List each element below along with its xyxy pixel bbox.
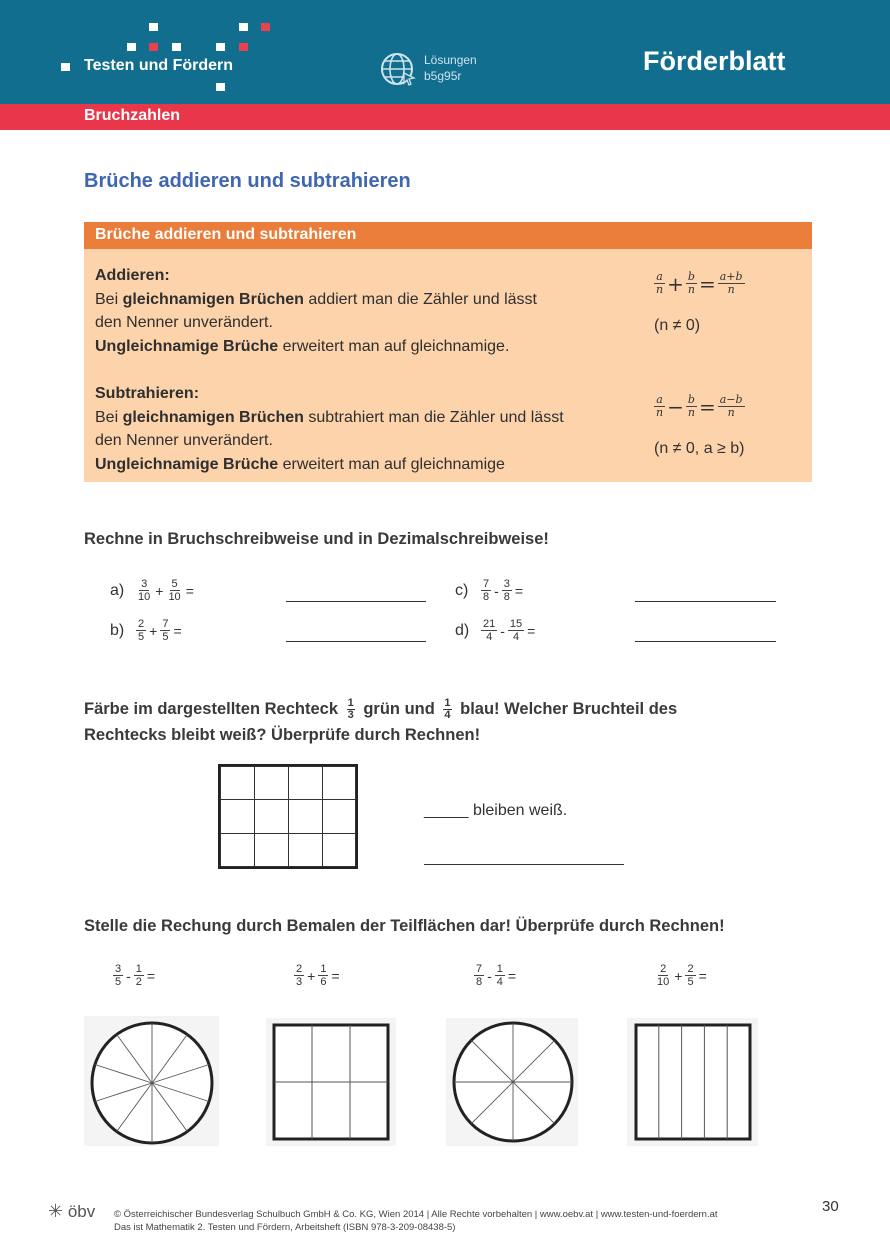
addition-line-1: Bei gleichnamigen Brüchen addiert man die Zähler und lässt bbox=[95, 290, 537, 308]
publisher-logo: ✳ öbv bbox=[48, 1201, 96, 1221]
grid-cell[interactable] bbox=[254, 799, 289, 834]
subtraction-rule bbox=[95, 382, 640, 476]
rectangle-grid[interactable] bbox=[218, 764, 358, 869]
grid-cell[interactable] bbox=[288, 799, 323, 834]
logo-square bbox=[61, 63, 70, 71]
answer-blank[interactable]: _____ bbox=[424, 802, 469, 819]
exercise-b: b) $\frac{2}{5}$ + $\frac{7}{5}$ = bbox=[110, 618, 182, 643]
logo-square bbox=[216, 43, 225, 51]
page-title: Brüche addieren und subtrahieren bbox=[84, 170, 411, 192]
answer-line-a[interactable] bbox=[286, 601, 426, 602]
calculation-line[interactable] bbox=[424, 864, 624, 865]
addition-formula: $\frac{a}{n}$ + $\frac{b}{n}$ = $\frac{a+b}{n}$ bbox=[656, 270, 743, 296]
subtraction-line-1: Bei gleichnamigen Brüchen subtrahiert man die Zähler und lässt bbox=[95, 408, 564, 426]
globe-link-icon[interactable] bbox=[380, 51, 416, 87]
addition-rule bbox=[95, 264, 640, 358]
grid-cell[interactable] bbox=[322, 766, 356, 800]
subtraction-line-2: den Nenner unverändert. bbox=[95, 432, 273, 449]
header-bar bbox=[0, 0, 890, 104]
exercise-circle-2: $\frac{7}{8}$ - $\frac{1}{4}$ = bbox=[476, 963, 517, 988]
grid-cell[interactable] bbox=[254, 766, 289, 800]
grid-cell[interactable] bbox=[254, 833, 289, 867]
answer-line-c[interactable] bbox=[635, 601, 776, 602]
sheet-title: Förderblatt bbox=[643, 46, 786, 76]
exercise-a: a) $\frac{3}{10}$ + $\frac{5}{10}$ = bbox=[110, 578, 194, 603]
subtraction-heading: Subtrahieren: bbox=[95, 385, 200, 402]
subtraction-condition: (n ≠ 0, a ≥ b) bbox=[654, 440, 745, 457]
grid-cell[interactable] bbox=[322, 833, 356, 867]
circle-10-parts[interactable] bbox=[89, 1020, 215, 1146]
square-6-parts[interactable] bbox=[272, 1023, 390, 1141]
grid-cell[interactable] bbox=[288, 766, 323, 800]
answer-line-d[interactable] bbox=[635, 641, 776, 642]
logo-square bbox=[172, 43, 181, 51]
logo-square bbox=[239, 43, 248, 51]
page-number: 30 bbox=[822, 1198, 839, 1215]
exercise-circle-1: $\frac{3}{5}$ - $\frac{1}{2}$ = bbox=[115, 963, 156, 988]
addition-line-3: Ungleichnamige Brüche erweitert man auf gleichnamige. bbox=[95, 337, 510, 355]
grid-cell[interactable] bbox=[220, 799, 255, 834]
answer-line-b[interactable] bbox=[286, 641, 426, 642]
addition-line-2: den Nenner unverändert. bbox=[95, 314, 273, 331]
solutions-code: b5g95r bbox=[424, 69, 462, 83]
logo-square bbox=[127, 43, 136, 51]
addition-condition: (n ≠ 0) bbox=[654, 317, 701, 334]
exercise-square-2: $\frac{2}{10}$ + $\frac{2}{5}$ = bbox=[657, 963, 707, 988]
logo-square bbox=[149, 23, 158, 31]
solutions-link[interactable] bbox=[424, 52, 477, 84]
logo-text: Testen und Fördern bbox=[84, 57, 234, 74]
exercise-square-1: $\frac{2}{3}$ + $\frac{1}{6}$ = bbox=[296, 963, 340, 988]
logo-square bbox=[261, 23, 270, 31]
solutions-label: Lösungen bbox=[424, 53, 477, 67]
rule-box-title: Brüche addieren und subtrahieren bbox=[84, 222, 812, 249]
subtraction-formula: $\frac{a}{n}$ − $\frac{b}{n}$ = $\frac{a-b}{n}$ bbox=[656, 393, 743, 419]
rule-box bbox=[84, 222, 812, 482]
grid-cell[interactable] bbox=[288, 833, 323, 867]
copyright: © Österreichischer Bundesverlag Schulbuch GmbH & Co. KG, Wien 2014 | Alle Rechte vorbehalten | www.oebv.at | www.testen-und-foerdern.at Das ist Mathematik 2. Testen und Fördern, Arbeitsheft (ISBN 978-3-209-08438-5) bbox=[114, 1209, 718, 1233]
topic-label: Bruchzahlen bbox=[84, 107, 181, 124]
logo-square bbox=[239, 23, 248, 31]
publisher-star-icon: ✳ bbox=[48, 1201, 64, 1221]
subtraction-line-3: Ungleichnamige Brüche erweitert man auf gleichnamige bbox=[95, 455, 505, 473]
square-5-strips[interactable] bbox=[634, 1023, 752, 1141]
grid-cell[interactable] bbox=[220, 833, 255, 867]
answer-white-part: _____ bleiben weiß. bbox=[424, 802, 568, 819]
exercise-d: d) $\frac{21}{4}$ - $\frac{15}{4}$ = bbox=[455, 618, 536, 643]
logo-square bbox=[149, 43, 158, 51]
task3-instruction: Stelle die Rechung durch Bemalen der Teilflächen dar! Überprüfe durch Rechnen! bbox=[84, 917, 725, 935]
circle-8-parts[interactable] bbox=[451, 1020, 575, 1144]
exercise-c: c) $\frac{7}{8}$ - $\frac{3}{8}$ = bbox=[455, 578, 524, 603]
grid-cell[interactable] bbox=[220, 766, 255, 800]
logo-square bbox=[216, 83, 225, 91]
task2-instruction: Färbe im dargestellten Rechteck $\frac{1}{3}$ grün und $\frac{1}{4}$ blau! Welcher Bruchteil des Rechtecks bleibt weiß? Überprüfe durch Rechnen! bbox=[84, 697, 678, 744]
addition-heading: Addieren: bbox=[95, 267, 170, 284]
task1-instruction: Rechne in Bruchschreibweise und in Dezimalschreibweise! bbox=[84, 530, 549, 548]
grid-cell[interactable] bbox=[322, 799, 356, 834]
